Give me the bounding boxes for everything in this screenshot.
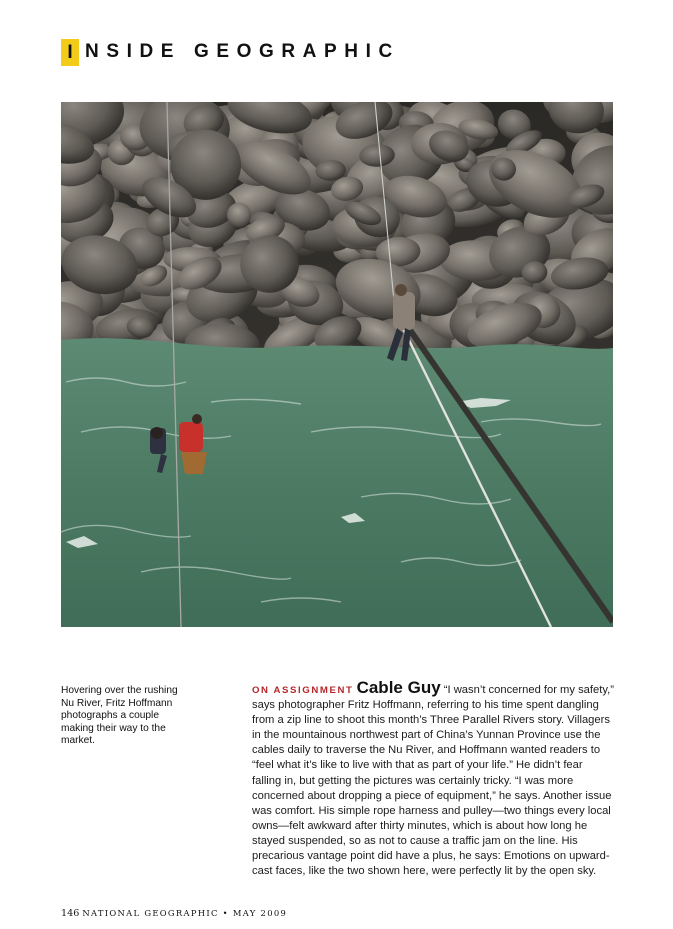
section-header-initial: I [61, 39, 79, 66]
story-kicker: ON ASSIGNMENT [252, 685, 354, 696]
section-header [61, 38, 400, 66]
river-cable-photo [61, 102, 613, 627]
story-body [252, 680, 614, 879]
publication-line: NATIONAL GEOGRAPHIC • MAY 2009 [82, 908, 288, 918]
story-text: “I wasn’t concerned for my safety,” says photographer Fritz Hoffmann, referring to his time spent dangling from a zip line to shoot this month’s Three Parallel Rivers story. Villagers in the mountainous northwest part of China’s Yunnan Province use the cables daily to traverse the Nu River, and Hoffmann wanted readers to “feel what it’s like to live with that as part of your life.” He didn’t fear falling in, but getting the pictures was certainly tricky. “I was more concerned about dropping a piece of equipment,” he says. Another issue was comfort. His simple rope harness and pulley—two things every local owns—felt awkward after thirty minutes, which is about how long he stayed suspended, so as not to cause a traffic jam on the line. His precarious vantage point did have a plus, he says: Emotions on upward-cast faces, like the two shown here, were perfectly lit by the open sky. [252, 684, 614, 878]
page-footer [61, 908, 287, 919]
photo-caption: Hovering over the rushing Nu River, Fritz Hoffmann photographs a couple making their way to the market. [61, 685, 178, 747]
story-headline: Cable Guy [356, 678, 441, 697]
page-number: 146 [61, 908, 80, 919]
section-header-title: NSIDE GEOGRAPHIC [85, 41, 400, 62]
